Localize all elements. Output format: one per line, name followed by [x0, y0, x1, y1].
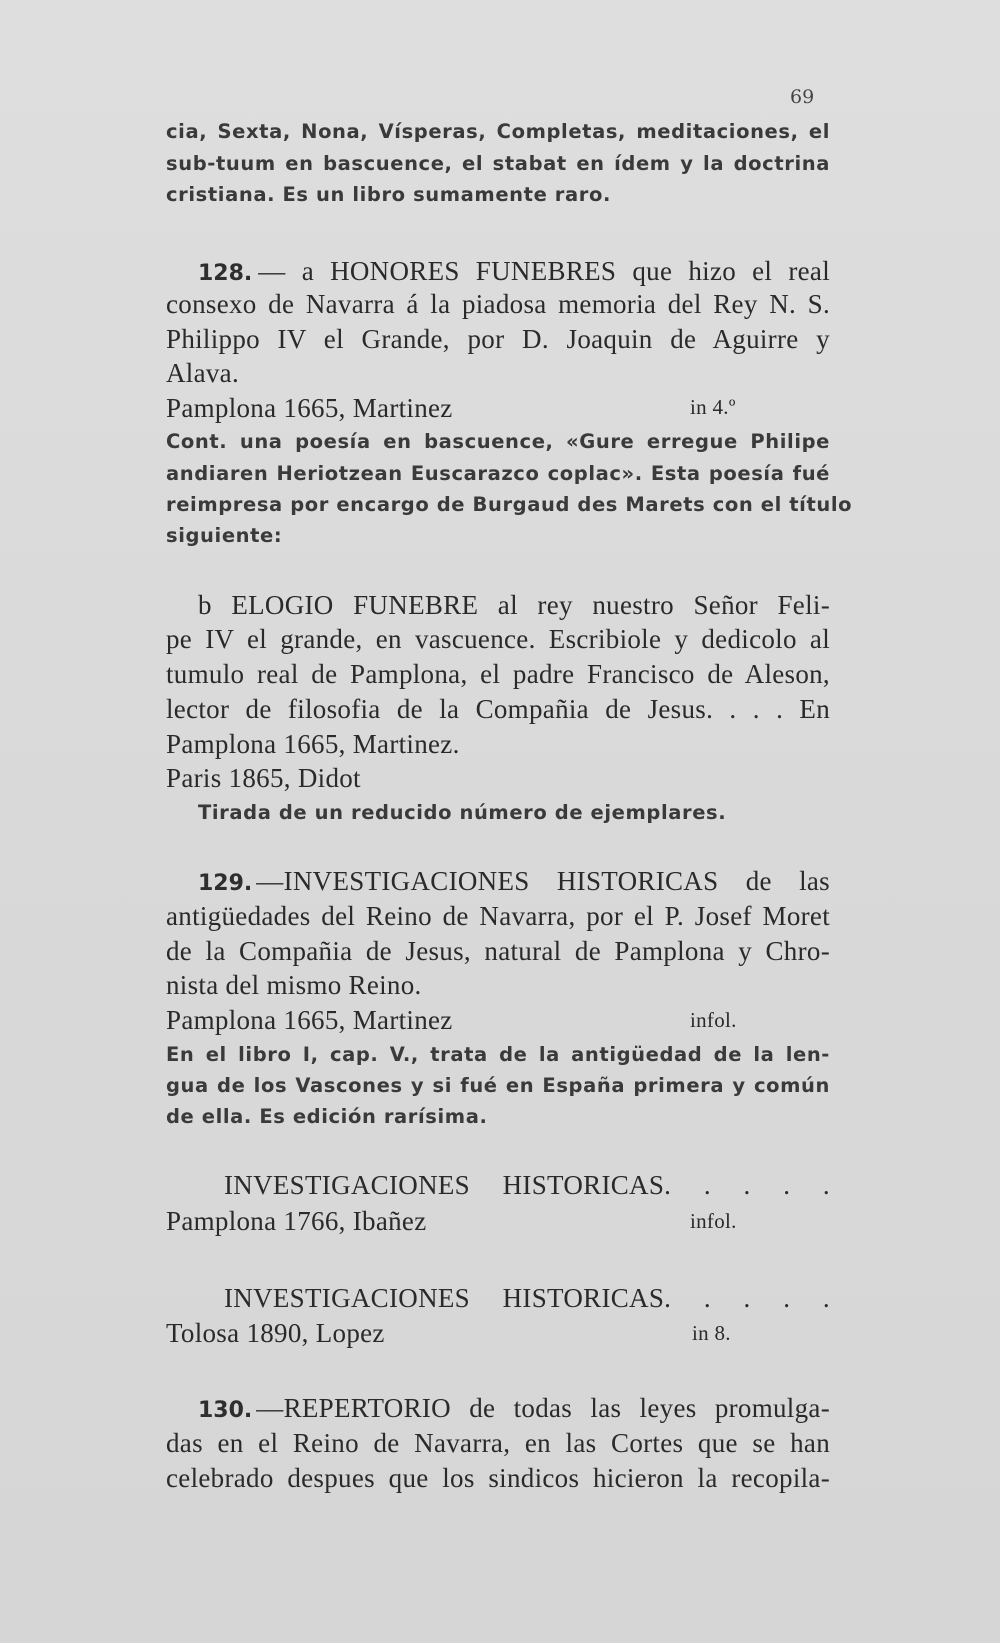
- entry-128-imprint: Pamplona 1665, Martinez: [166, 393, 453, 423]
- entry-129-title-line-1: —INVESTIGACIONES HISTORICAS de las: [256, 866, 830, 896]
- entry-128-note-line-4: siguiente:: [166, 524, 283, 547]
- intro-line-2: sub-tuum en bascuence, el stabat en ídem y la doctrina: [166, 152, 830, 175]
- entry-129-title-line-3: de la Compañia de Jesus, natural de Pamplona y Chro-: [166, 936, 830, 966]
- entry-128-heading: [198, 256, 830, 287]
- entry-130-title-line-1: —REPERTORIO de todas las leyes promulga-: [256, 1393, 830, 1423]
- entry-129-heading: [198, 866, 830, 897]
- entry-128b-line-1: b ELOGIO FUNEBRE al rey nuestro Señor Feli-: [198, 590, 830, 620]
- intro-line-1: cia, Sexta, Nona, Vísperas, Completas, meditaciones, el: [166, 120, 830, 143]
- entry-130-heading: [198, 1393, 830, 1424]
- entry-129-reprint-1-format: infol.: [690, 1209, 737, 1233]
- entry-129-format: infol.: [690, 1008, 737, 1032]
- entry-129-reprint-1-title: INVESTIGACIONES HISTORICAS. . . . .: [224, 1170, 830, 1200]
- entry-129-title-line-4: nista del mismo Reino.: [166, 970, 422, 1000]
- entry-128b-note: Tirada de un reducido número de ejemplares.: [198, 801, 727, 824]
- entry-128-format: in 4.º: [690, 395, 736, 419]
- entry-130-title-line-3: celebrado despues que los sindicos hicieron la recopila-: [166, 1463, 830, 1493]
- entry-128b-line-6: Paris 1865, Didot: [166, 763, 361, 793]
- entry-128-title-line-3: Philippo IV el Grande, por D. Joaquin de Aguirre y: [166, 324, 830, 354]
- entry-129-title-line-2: antigüedades del Reino de Navarra, por el P. Josef Moret: [166, 901, 830, 931]
- entry-129-number: 129.: [198, 871, 253, 896]
- entry-128-title-line-4: Alava.: [166, 358, 240, 388]
- entry-129-imprint: Pamplona 1665, Martinez: [166, 1005, 453, 1035]
- entry-128b-line-2: pe IV el grande, en vascuence. Escribiole y dedicolo al: [166, 624, 830, 654]
- page-number: 69: [790, 86, 815, 108]
- entry-128-note-line-3: reimpresa por encargo de Burgaud des Marets con el título: [166, 493, 853, 516]
- entry-129-note-line-3: de ella. Es edición rarísima.: [166, 1105, 488, 1128]
- entry-130-title-line-2: das en el Reino de Navarra, en las Cortes que se han: [166, 1428, 830, 1458]
- entry-129-note-line-2: gua de los Vascones y si fué en España primera y común: [166, 1074, 830, 1097]
- entry-129-reprint-2-format: in 8.: [692, 1321, 731, 1345]
- entry-128-note-line-2: andiaren Heriotzean Euscarazco coplac». Esta poesía fué: [166, 462, 830, 485]
- entry-128b-line-4: lector de filosofia de la Compañia de Jesus. . . . En: [166, 694, 830, 724]
- entry-128-title-line-1: — a HONORES FUNEBRES que hizo el real: [258, 256, 830, 286]
- entry-128-title-line-2: consexo de Navarra á la piadosa memoria del Rey N. S.: [166, 289, 830, 319]
- entry-128b-line-5: Pamplona 1665, Martinez.: [166, 729, 460, 759]
- intro-line-3: cristiana. Es un libro sumamente raro.: [166, 183, 611, 206]
- entry-129-note-line-1: En el libro I, cap. V., trata de la antigüedad de la len-: [166, 1043, 830, 1066]
- entry-128-note-line-1: Cont. una poesía en bascuence, «Gure erregue Philipe: [166, 430, 830, 453]
- entry-130-number: 130.: [198, 1398, 253, 1423]
- entry-128b-line-3: tumulo real de Pamplona, el padre Francisco de Aleson,: [166, 659, 830, 689]
- entry-129-reprint-1-imprint: Pamplona 1766, Ibañez: [166, 1206, 427, 1236]
- entry-129-reprint-2-imprint: Tolosa 1890, Lopez: [166, 1318, 385, 1348]
- entry-128-number: 128.: [198, 261, 253, 286]
- entry-129-reprint-2-title: INVESTIGACIONES HISTORICAS. . . . .: [224, 1283, 830, 1313]
